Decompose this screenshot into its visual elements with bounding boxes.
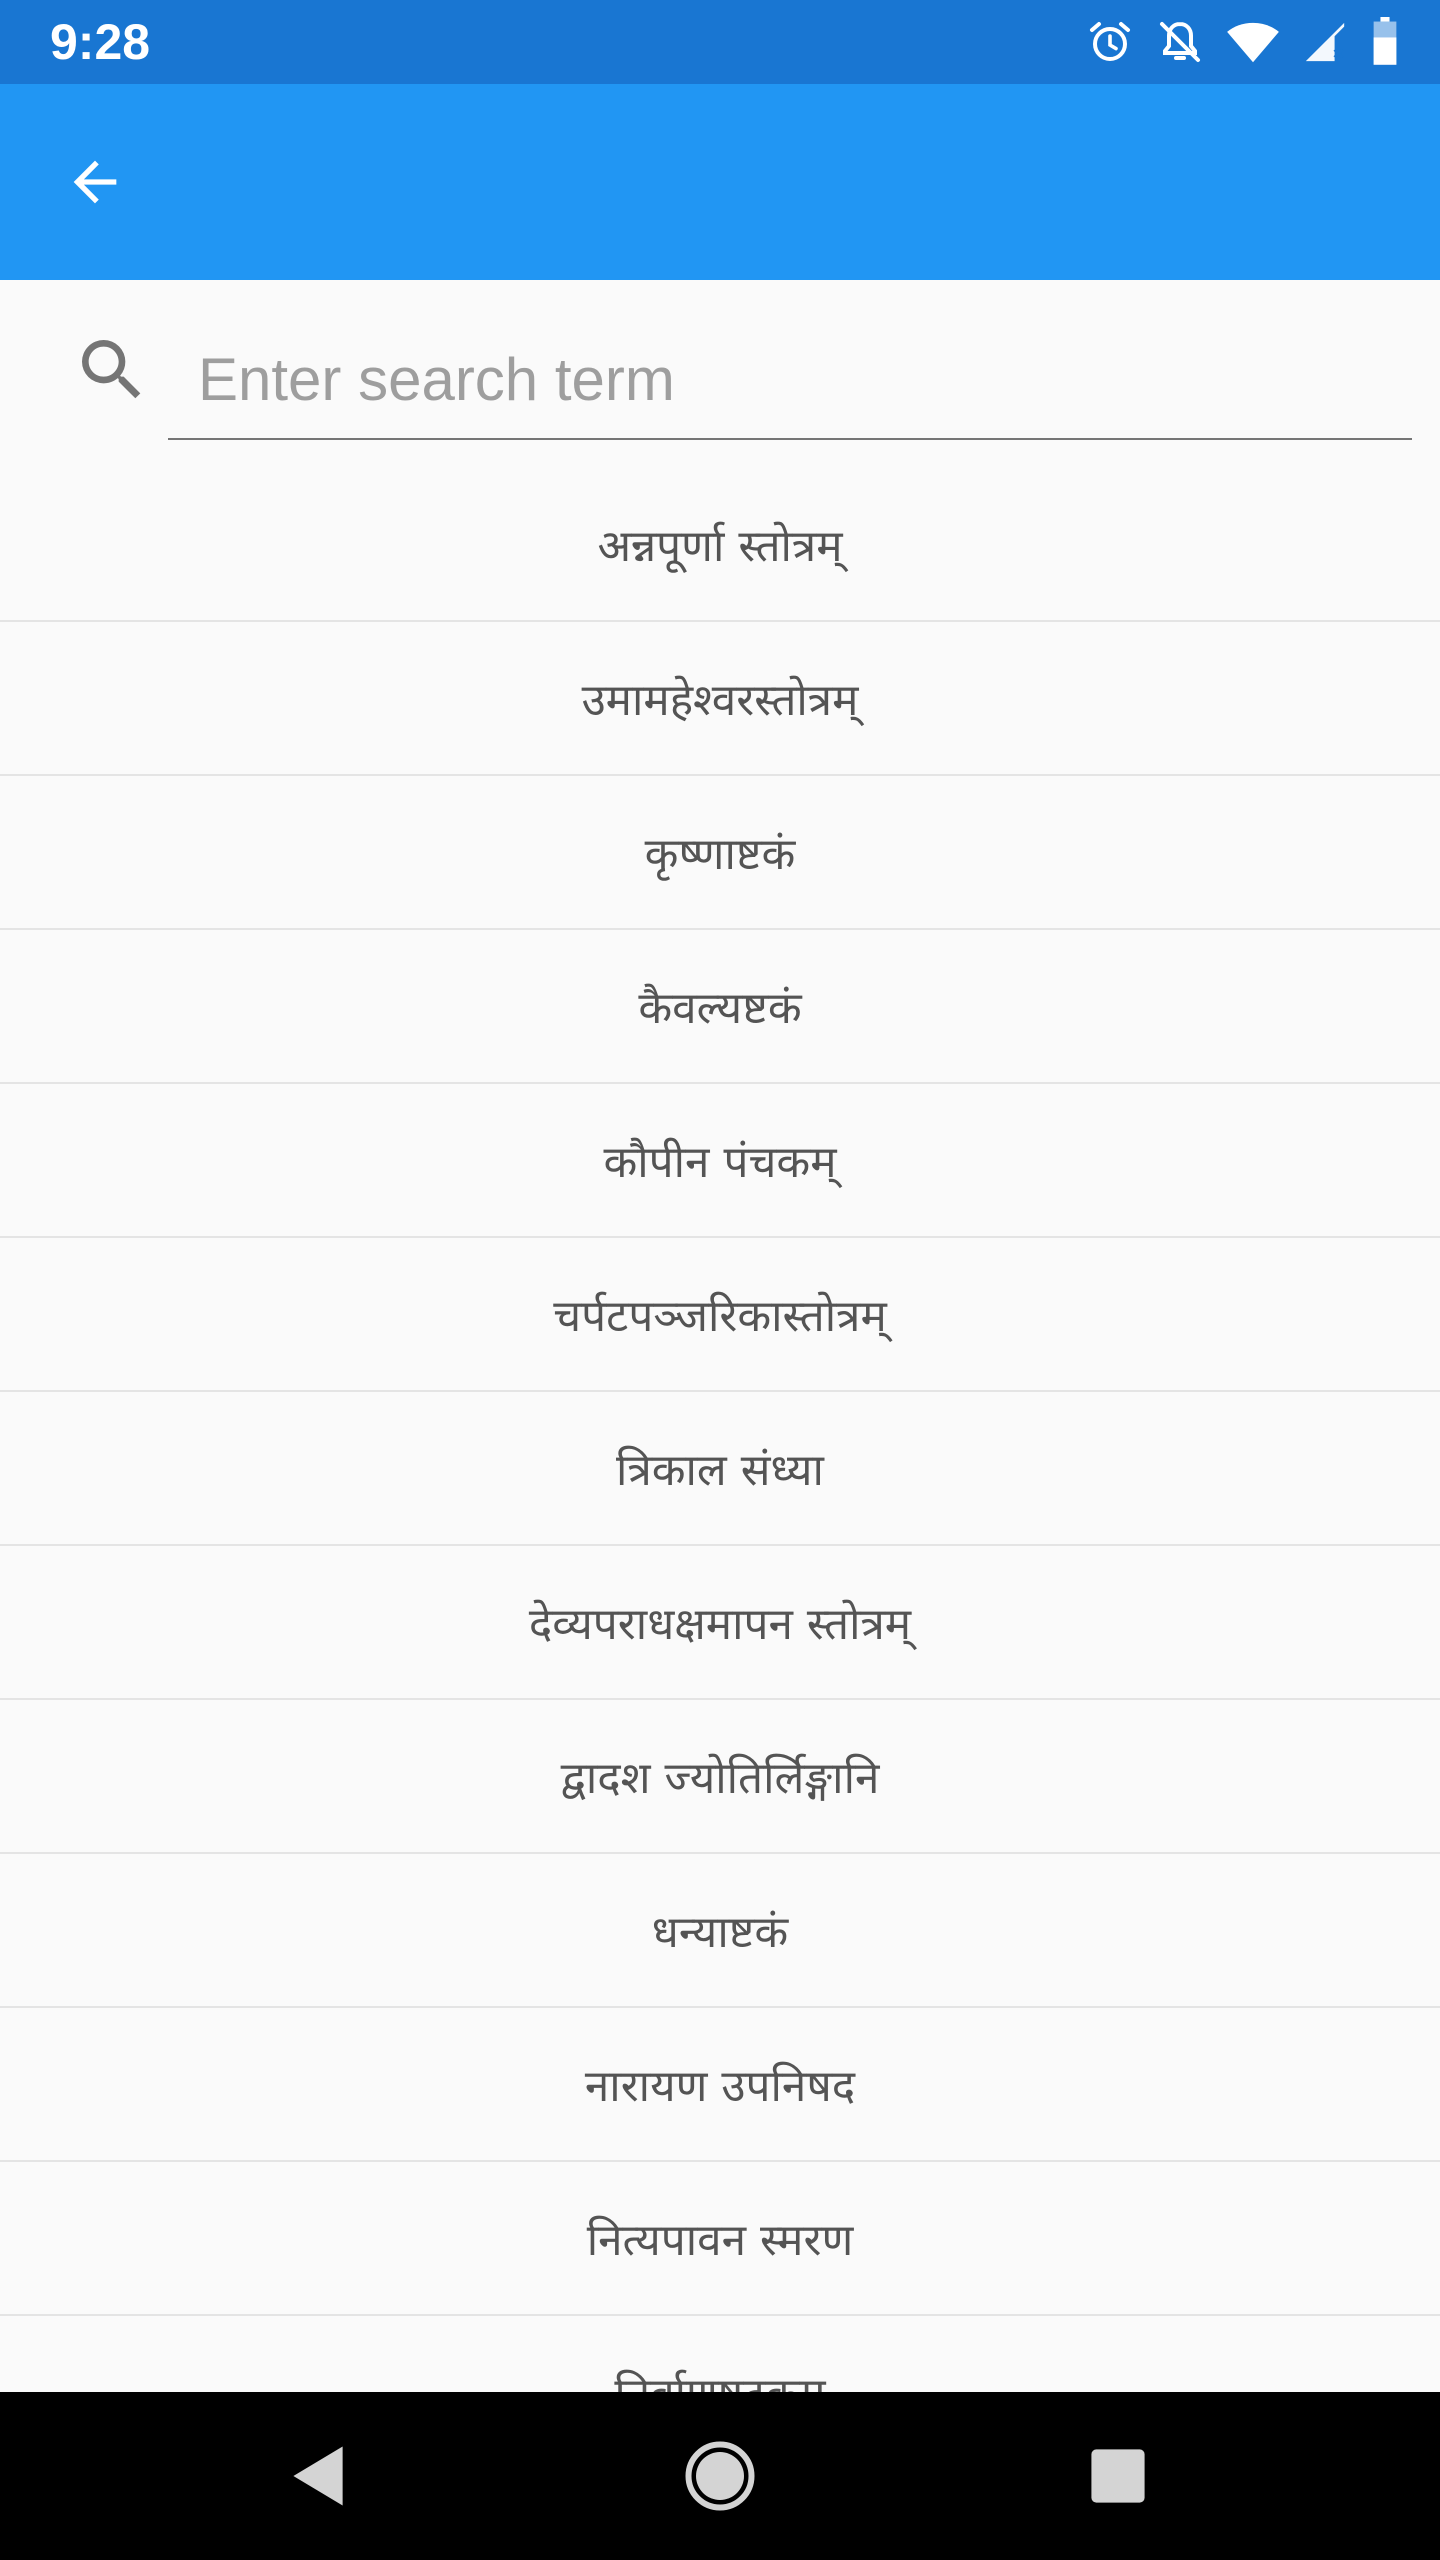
nav-back-button[interactable] — [268, 2426, 368, 2526]
nav-recents-button[interactable] — [1068, 2426, 1168, 2526]
nav-home-button[interactable] — [670, 2426, 770, 2526]
arrow-back-icon — [63, 150, 127, 214]
list-item-label: कैवल्यष्टकं — [638, 983, 802, 1034]
list-item[interactable] — [0, 1392, 1440, 1546]
wifi-icon — [1226, 18, 1280, 66]
list-item-label: द्वादश ज्योतिर्लिङ्गानि — [560, 1753, 880, 1804]
list-item[interactable] — [0, 1546, 1440, 1700]
list-item[interactable] — [0, 930, 1440, 1084]
app-bar — [0, 84, 1440, 280]
alarm-icon — [1086, 18, 1134, 66]
battery-icon — [1370, 17, 1400, 67]
cell-signal-icon — [1302, 19, 1348, 65]
search-input[interactable] — [168, 320, 1412, 440]
list-item-label: नारायण उपनिषद — [584, 2061, 856, 2112]
stotra-list — [0, 468, 1440, 2392]
back-button[interactable] — [40, 134, 150, 230]
list-item[interactable] — [0, 622, 1440, 776]
status-time: 9:28 — [50, 14, 151, 70]
search-row — [0, 280, 1440, 446]
list-item[interactable] — [0, 1854, 1440, 2008]
navigation-bar — [0, 2392, 1440, 2560]
status-bar — [0, 0, 1440, 84]
list-item[interactable] — [0, 2162, 1440, 2316]
list-item-label: नित्यपावन स्मरण — [586, 2215, 854, 2266]
nav-home-icon — [684, 2440, 756, 2512]
list-item[interactable] — [0, 1084, 1440, 1238]
list-item-label: कौपीन पंचकम् — [603, 1137, 837, 1188]
nav-back-icon — [288, 2444, 348, 2508]
nav-recents-icon — [1089, 2447, 1147, 2505]
status-icons — [1086, 14, 1400, 70]
list-item[interactable] — [0, 1238, 1440, 1392]
list-item[interactable] — [0, 776, 1440, 930]
list-item-label: अन्नपूर्णा स्तोत्रम् — [597, 521, 843, 572]
list-item-label: धन्याष्टकं — [651, 1907, 789, 1958]
list-item[interactable] — [0, 2008, 1440, 2162]
search-icon — [72, 330, 152, 410]
list-item[interactable] — [0, 1700, 1440, 1854]
list-item-label: कृष्णाष्टकं — [644, 829, 796, 880]
list-item-label: चर्पटपञ्जरिकास्तोत्रम् — [553, 1291, 887, 1342]
notifications-off-icon — [1156, 18, 1204, 66]
list-item-label: त्रिकाल संध्या — [616, 1445, 824, 1496]
list-item-label: उमामहेश्वरस्तोत्रम् — [581, 675, 859, 726]
list-item-label: देव्यपराधक्षमापन स्तोत्रम् — [528, 1599, 912, 1650]
list-item[interactable] — [0, 468, 1440, 622]
